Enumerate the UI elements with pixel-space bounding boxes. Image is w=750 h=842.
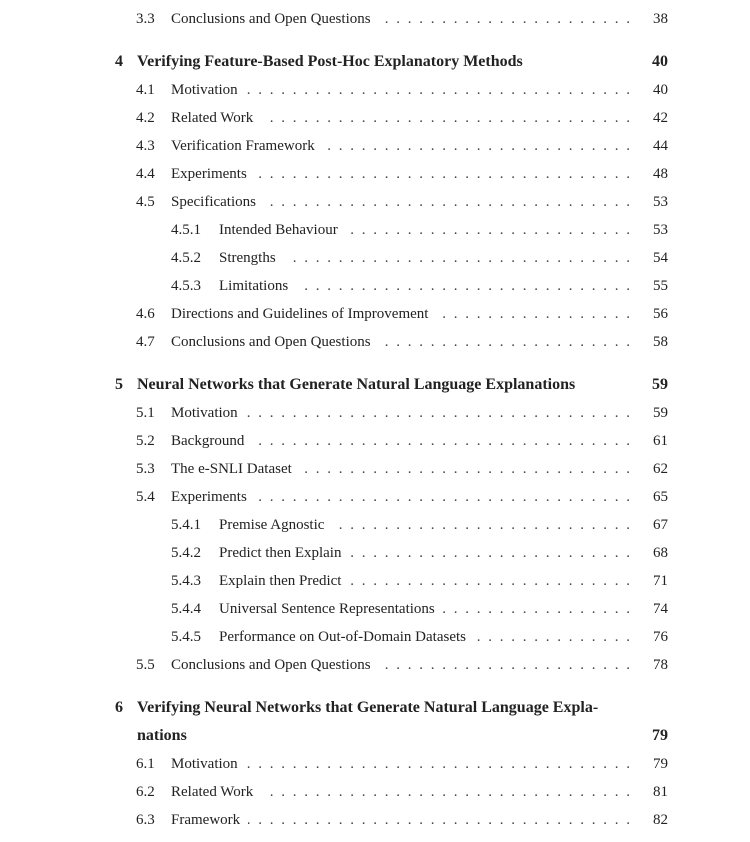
toc-entry[interactable] xyxy=(0,76,750,104)
entry-page-number: 74 xyxy=(653,601,668,617)
toc-entry[interactable] xyxy=(0,132,750,160)
dot-leader xyxy=(346,216,630,244)
entry-title: Framework xyxy=(171,812,241,828)
dot-leader xyxy=(300,455,630,483)
entry-title: Experiments xyxy=(171,166,247,182)
entry-number: 4.4 xyxy=(136,166,155,182)
entry-page-number: 44 xyxy=(653,138,668,154)
dot-leader xyxy=(264,188,630,216)
dot-leader xyxy=(246,399,630,427)
toc-chapter-entry[interactable] xyxy=(0,694,750,722)
entry-number: 5 xyxy=(115,376,123,393)
entry-number: 6.3 xyxy=(136,812,155,828)
entry-title: Premise Agnostic xyxy=(219,517,325,533)
entry-title: Universal Sentence Representations xyxy=(219,601,435,617)
entry-title: Neural Networks that Generate Natural Language Explanations xyxy=(137,376,576,393)
entry-number: 5.5 xyxy=(136,657,155,673)
entry-page-number: 78 xyxy=(653,657,668,673)
entry-page-number: 40 xyxy=(653,82,668,98)
entry-page-number: 55 xyxy=(653,278,668,294)
entry-title: Motivation xyxy=(171,82,238,98)
entry-page-number: 42 xyxy=(653,110,668,126)
entry-page-number: 79 xyxy=(653,756,668,772)
toc-entry[interactable] xyxy=(0,539,750,567)
entry-title: Motivation xyxy=(171,405,238,421)
dot-leader xyxy=(255,483,630,511)
toc-entry[interactable] xyxy=(0,399,750,427)
dot-leader xyxy=(296,272,630,300)
entry-page-number: 53 xyxy=(653,222,668,238)
dot-leader xyxy=(246,750,630,778)
entry-title: Verifying Feature-Based Post-Hoc Explanatory Methods xyxy=(137,53,523,70)
entry-page-number: 53 xyxy=(653,194,668,210)
entry-title: Conclusions and Open Questions xyxy=(171,657,371,673)
entry-number: 4.3 xyxy=(136,138,155,154)
entry-title: The e-SNLI Dataset xyxy=(171,461,292,477)
toc-entry[interactable] xyxy=(0,651,750,679)
entry-number: 4.7 xyxy=(136,334,155,350)
entry-number: 4.5.2 xyxy=(171,250,201,266)
dot-leader xyxy=(252,427,630,455)
entry-title: Limitations xyxy=(219,278,289,294)
entry-title: Intended Behaviour xyxy=(219,222,338,238)
entry-title: Performance on Out-of-Domain Datasets xyxy=(219,629,467,645)
dot-leader xyxy=(379,5,630,33)
entry-page-number: 59 xyxy=(653,405,668,421)
toc-entry[interactable] xyxy=(0,483,750,511)
entry-title: Specifications xyxy=(171,194,256,210)
entry-title: Experiments xyxy=(171,489,247,505)
entry-number: 6.1 xyxy=(136,756,155,772)
toc-entry[interactable] xyxy=(0,188,750,216)
entry-page-number: 67 xyxy=(653,517,668,533)
entry-number: 4.5 xyxy=(136,194,155,210)
toc-entry[interactable] xyxy=(0,427,750,455)
toc-entry[interactable] xyxy=(0,300,750,328)
entry-title: Verifying Neural Networks that Generate Natural Language Expla- xyxy=(137,699,599,716)
entry-page-number: 62 xyxy=(653,461,668,477)
entry-page-number: 54 xyxy=(653,250,668,266)
entry-number: 5.4.4 xyxy=(171,601,201,617)
toc-chapter-entry[interactable] xyxy=(0,722,750,750)
entry-title: Directions and Guidelines of Improvement xyxy=(171,306,429,322)
toc-entry[interactable] xyxy=(0,806,750,834)
entry-page-number: 48 xyxy=(653,166,668,182)
dot-leader xyxy=(261,104,630,132)
entry-page-number: 59 xyxy=(652,376,668,393)
entry-number: 4.5.1 xyxy=(171,222,201,238)
toc-entry[interactable] xyxy=(0,511,750,539)
toc-entry[interactable] xyxy=(0,455,750,483)
entry-number: 5.4.5 xyxy=(171,629,201,645)
dot-leader xyxy=(284,244,630,272)
table-of-contents xyxy=(0,5,750,834)
dot-leader xyxy=(255,160,630,188)
entry-page-number: 58 xyxy=(653,334,668,350)
entry-title: Explain then Predict xyxy=(219,573,342,589)
entry-page-number: 82 xyxy=(653,812,668,828)
entry-number: 4.2 xyxy=(136,110,155,126)
entry-number: 3.3 xyxy=(136,11,155,27)
entry-number: 4.6 xyxy=(136,306,155,322)
entry-title: Background xyxy=(171,433,245,449)
entry-page-number: 38 xyxy=(653,11,668,27)
entry-number: 6.2 xyxy=(136,784,155,800)
entry-title: nations xyxy=(137,727,187,744)
dot-leader xyxy=(261,778,630,806)
entry-title: Motivation xyxy=(171,756,238,772)
entry-page-number: 76 xyxy=(653,629,668,645)
dot-leader xyxy=(323,132,630,160)
dot-leader xyxy=(332,511,630,539)
entry-number: 5.4.2 xyxy=(171,545,201,561)
dot-leader xyxy=(379,651,630,679)
entry-number: 6 xyxy=(115,699,123,716)
toc-entry[interactable] xyxy=(0,328,750,356)
entry-title: Conclusions and Open Questions xyxy=(171,334,371,350)
dot-leader xyxy=(474,623,630,651)
entry-number: 5.2 xyxy=(136,433,155,449)
entry-number: 5.4 xyxy=(136,489,155,505)
entry-title: Conclusions and Open Questions xyxy=(171,11,371,27)
entry-title: Verification Framework xyxy=(171,138,315,154)
dot-leader xyxy=(246,76,630,104)
toc-entry[interactable] xyxy=(0,595,750,623)
toc-entry[interactable] xyxy=(0,160,750,188)
dot-leader xyxy=(379,328,630,356)
dot-leader xyxy=(248,806,630,834)
entry-page-number: 79 xyxy=(652,727,668,744)
entry-page-number: 81 xyxy=(653,784,668,800)
entry-page-number: 68 xyxy=(653,545,668,561)
entry-number: 5.1 xyxy=(136,405,155,421)
entry-page-number: 61 xyxy=(653,433,668,449)
entry-number: 5.4.3 xyxy=(171,573,201,589)
entry-number: 4 xyxy=(115,53,123,70)
entry-number: 4.5.3 xyxy=(171,278,201,294)
toc-entry[interactable] xyxy=(0,5,750,33)
toc-chapter-entry[interactable] xyxy=(0,371,750,399)
toc-entry[interactable] xyxy=(0,244,750,272)
toc-entry[interactable] xyxy=(0,567,750,595)
dot-leader xyxy=(349,539,630,567)
dot-leader xyxy=(436,300,630,328)
entry-number: 5.3 xyxy=(136,461,155,477)
entry-number: 4.1 xyxy=(136,82,155,98)
entry-number: 5.4.1 xyxy=(171,517,201,533)
toc-entry[interactable] xyxy=(0,750,750,778)
toc-entry[interactable] xyxy=(0,778,750,806)
dot-leader xyxy=(443,595,630,623)
entry-page-number: 71 xyxy=(653,573,668,589)
toc-chapter-entry[interactable] xyxy=(0,48,750,76)
entry-page-number: 65 xyxy=(653,489,668,505)
entry-page-number: 40 xyxy=(652,53,668,70)
toc-entry[interactable] xyxy=(0,216,750,244)
dot-leader xyxy=(349,567,630,595)
entry-title: Strengths xyxy=(219,250,276,266)
toc-entry[interactable] xyxy=(0,623,750,651)
toc-entry[interactable] xyxy=(0,104,750,132)
entry-page-number: 56 xyxy=(653,306,668,322)
entry-title: Related Work xyxy=(171,784,254,800)
entry-title: Related Work xyxy=(171,110,254,126)
entry-title: Predict then Explain xyxy=(219,545,342,561)
toc-entry[interactable] xyxy=(0,272,750,300)
